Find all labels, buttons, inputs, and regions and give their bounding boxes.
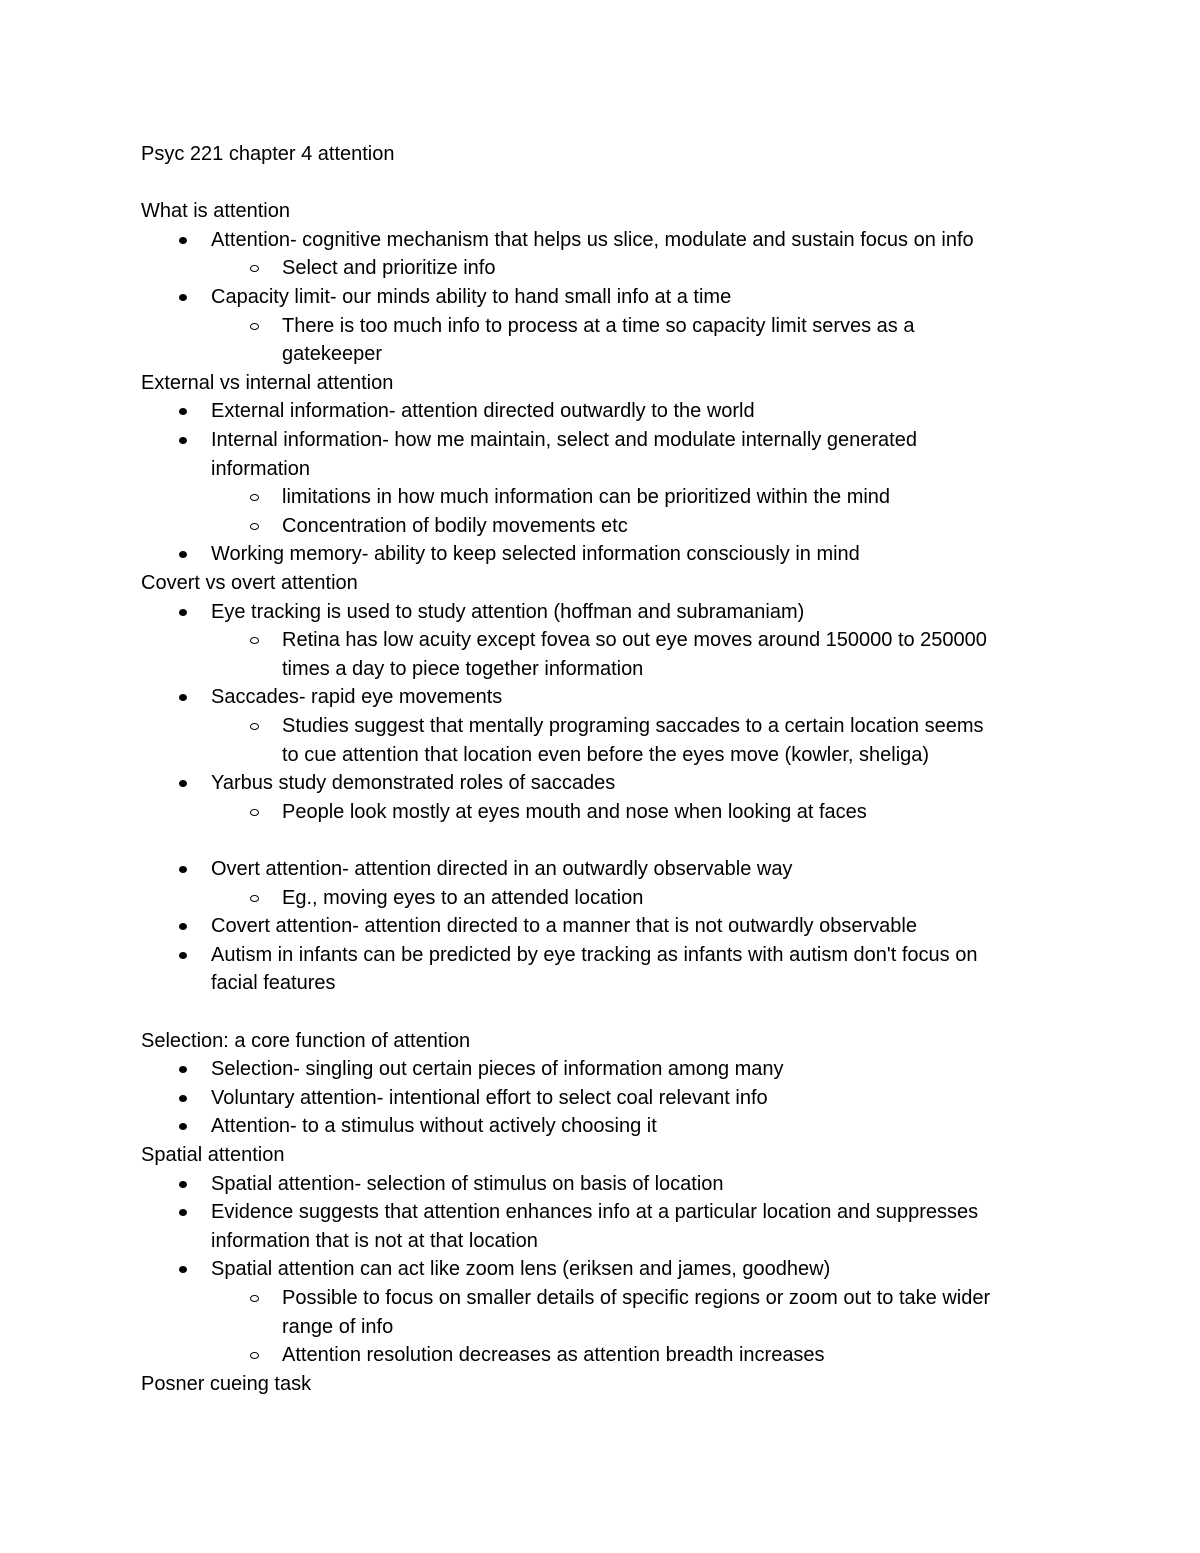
sub-bullet-item: limitations in how much information can be prioritized within the mind — [282, 486, 891, 509]
bullet-item: Saccades- rapid eye movements — [211, 686, 503, 709]
sub-bullet-item: There is too much info to process at a time so capacity limit serves as a — [282, 314, 915, 337]
bullet-item: Internal information- how me maintain, select and modulate internally generated — [211, 429, 917, 451]
sub-bullet-item: Studies suggest that mentally programing saccades to a certain location seems — [282, 715, 984, 737]
bullet-circle-icon — [250, 723, 259, 730]
bullet-disc-icon — [179, 237, 187, 244]
sub-bullet-item: Eg., moving eyes to an attended location — [282, 886, 644, 909]
bullet-item: Voluntary attention- intentional effort to select coal relevant info — [211, 1086, 768, 1109]
sub-bullet-item-continuation: gatekeeper — [282, 343, 383, 366]
bullet-disc-icon — [179, 694, 187, 701]
bullet-item-continuation: information — [211, 457, 310, 480]
bullet-item-continuation: facial features — [211, 972, 336, 995]
bullet-circle-icon — [250, 523, 259, 530]
bullet-item: Evidence suggests that attention enhances info at a particular location and suppresses — [211, 1201, 979, 1224]
bullet-item: Autism in infants can be predicted by eye tracking as infants with autism don't focus on — [211, 943, 978, 966]
bullet-item: Covert attention- attention directed to a manner that is not outwardly observable — [211, 915, 917, 938]
bullet-circle-icon — [250, 895, 259, 902]
bullet-item: Selection- singling out certain pieces of information among many — [211, 1058, 784, 1081]
sub-bullet-item-continuation: range of info — [282, 1315, 394, 1338]
bullet-item: Spatial attention- selection of stimulus on basis of location — [211, 1172, 724, 1195]
bullet-disc-icon — [179, 1181, 187, 1188]
bullet-circle-icon — [250, 637, 259, 644]
bullet-disc-icon — [179, 551, 187, 558]
heading-line: Posner cueing task — [141, 1372, 312, 1395]
bullet-disc-icon — [179, 780, 187, 787]
bullet-disc-icon — [179, 294, 187, 301]
bullet-disc-icon — [179, 1066, 187, 1073]
heading-line: What is attention — [141, 200, 290, 223]
bullet-disc-icon — [179, 408, 187, 415]
bullet-circle-icon — [250, 1352, 259, 1359]
bullet-circle-icon — [250, 809, 259, 816]
sub-bullet-item: Possible to focus on smaller details of specific regions or zoom out to take wider — [282, 1287, 991, 1309]
bullet-circle-icon — [250, 1295, 259, 1302]
bullet-item: Yarbus study demonstrated roles of saccades — [211, 772, 616, 795]
heading-line: Covert vs overt attention — [141, 572, 358, 594]
bullet-item: Attention- to a stimulus without actively choosing it — [211, 1115, 657, 1138]
bullet-disc-icon — [179, 1095, 187, 1102]
bullet-disc-icon — [179, 609, 187, 616]
sub-bullet-item-continuation: times a day to piece together information — [282, 657, 644, 680]
bullet-item: Capacity limit- our minds ability to hand small info at a time — [211, 286, 732, 308]
bullet-item-continuation: information that is not at that location — [211, 1229, 538, 1252]
sub-bullet-item: Retina has low acuity except fovea so out eye moves around 150000 to 250000 — [282, 629, 987, 652]
heading-line: Spatial attention — [141, 1144, 285, 1166]
bullet-item: External information- attention directed outwardly to the world — [211, 400, 755, 423]
bullet-circle-icon — [250, 323, 259, 330]
bullet-item: Eye tracking is used to study attention (hoffman and subramaniam) — [211, 600, 805, 623]
sub-bullet-item: People look mostly at eyes mouth and nose when looking at faces — [282, 800, 867, 823]
bullet-disc-icon — [179, 1209, 187, 1216]
sub-bullet-item: Concentration of bodily movements etc — [282, 514, 628, 537]
bullet-disc-icon — [179, 1266, 187, 1273]
bullet-item: Overt attention- attention directed in an outwardly observable way — [211, 858, 793, 880]
sub-bullet-item-continuation: to cue attention that location even before the eyes move (kowler, sheliga) — [282, 743, 930, 766]
bullet-disc-icon — [179, 923, 187, 930]
bullet-item: Working memory- ability to keep selected information consciously in mind — [211, 543, 860, 566]
bullet-item: Attention- cognitive mechanism that helps us slice, modulate and sustain focus on info — [211, 228, 974, 251]
heading-line: Selection: a core function of attention — [141, 1029, 471, 1052]
bullet-circle-icon — [250, 494, 259, 501]
heading-line: Psyc 221 chapter 4 attention — [141, 143, 395, 165]
sub-bullet-item: Attention resolution decreases as attention breadth increases — [282, 1344, 825, 1367]
heading-line: External vs internal attention — [141, 371, 394, 394]
bullet-disc-icon — [179, 866, 187, 873]
bullet-disc-icon — [179, 952, 187, 959]
bullet-circle-icon — [250, 265, 259, 272]
sub-bullet-item: Select and prioritize info — [282, 257, 496, 280]
bullet-item: Spatial attention can act like zoom lens (eriksen and james, goodhew) — [211, 1258, 831, 1281]
bullet-disc-icon — [179, 437, 187, 444]
bullet-disc-icon — [179, 1123, 187, 1130]
